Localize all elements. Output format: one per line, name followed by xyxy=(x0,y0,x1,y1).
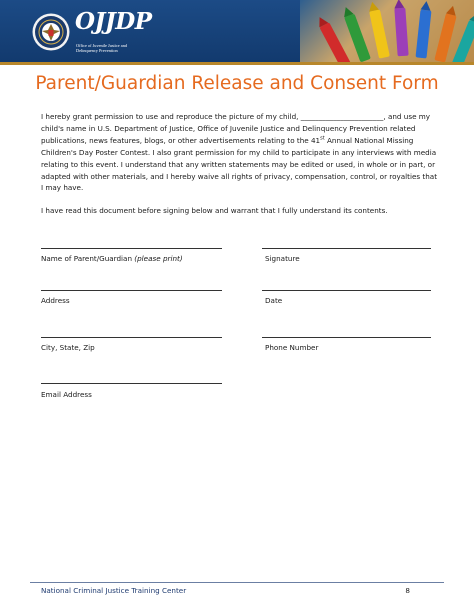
banner-divider xyxy=(0,62,474,65)
office-name-line-2: Delinquency Prevention xyxy=(76,48,118,53)
phone-number-field-label: Phone Number xyxy=(265,343,319,352)
date-field-label: Date xyxy=(265,296,283,305)
phone-number-line[interactable] xyxy=(262,337,431,338)
footer-divider xyxy=(30,582,444,583)
email-address-line[interactable] xyxy=(41,383,222,384)
name-label-hint: (please print) xyxy=(134,254,183,263)
page-number: 8 xyxy=(405,586,410,595)
city-state-zip-field-label: City, State, Zip xyxy=(41,343,95,352)
agency-logo-text: OJJDP xyxy=(75,8,152,35)
name-signature-line[interactable] xyxy=(41,248,222,249)
acknowledgment-text: I have read this document before signing below and warrant that I fully understand its contents. xyxy=(41,206,388,215)
address-field-label: Address xyxy=(41,296,70,305)
signature-field-label: Signature xyxy=(265,254,300,263)
email-address-field-label: Email Address xyxy=(41,390,92,399)
consent-text-part-2: Annual National Missing Children's Day Poster Contest. I also grant permission for my child to participate in any interviews with media relating to this event. I understand that any written statements may be edited or used, in whole or in part, or adapted with other materials, and I hereby waive all rights of privacy, compensation, control, or royalties that I may have. xyxy=(41,135,438,193)
consent-text-part-1: I hereby grant permission to use and reproduce the picture of my child, _______________________, and use my child's name in U.S. Department of Justice, Office of Juvenile Justice and Delinquency Prevention related publications, news features, blogs, or other advertisements relating to the 41 xyxy=(41,112,431,145)
header-banner xyxy=(0,0,474,62)
name-field-label xyxy=(41,254,183,263)
ordinal-suffix: st xyxy=(320,135,325,142)
crayons-photo-icon xyxy=(300,0,474,62)
name-label-text: Name of Parent/Guardian xyxy=(41,254,135,263)
office-name-line-1: Office of Juvenile Justice and xyxy=(76,43,127,48)
address-line[interactable] xyxy=(41,290,222,291)
date-line[interactable] xyxy=(262,290,431,291)
signature-line[interactable] xyxy=(262,248,431,249)
footer-organization: National Criminal Justice Training Center xyxy=(41,586,187,595)
city-state-zip-line[interactable] xyxy=(41,337,222,338)
consent-paragraph xyxy=(41,111,441,194)
page-title: Parent/Guardian Release and Consent Form xyxy=(35,73,439,94)
doj-seal-icon xyxy=(32,13,70,51)
